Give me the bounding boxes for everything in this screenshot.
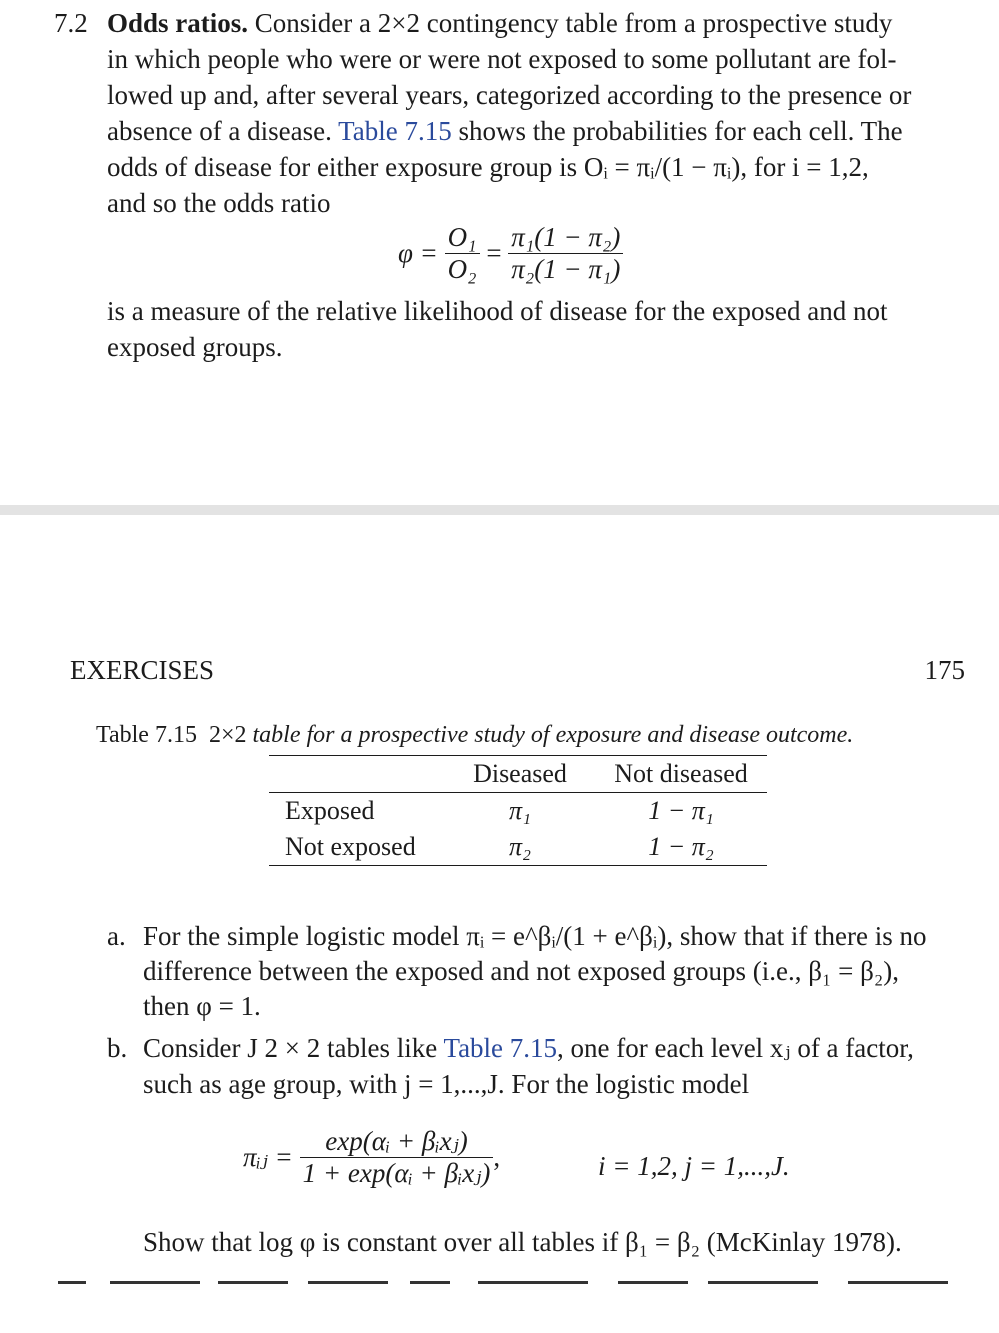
logistic-model-equation — [243, 1126, 500, 1189]
odds-fraction — [445, 222, 480, 285]
line-4-start: absence of a disease. — [107, 116, 332, 146]
row-label-not-exposed: Not exposed — [285, 832, 416, 861]
cell-not-exposed-diseased: π₂ — [508, 832, 532, 861]
row-label-exposed: Exposed — [285, 796, 375, 825]
odds-ratio-equation — [398, 222, 623, 285]
cell-exposed-not-diseased: 1 − π₁ — [648, 796, 714, 825]
exercise-text-line-4 — [107, 116, 903, 147]
page-separator — [0, 505, 999, 515]
logistic-index-range: i = 1,2, j = 1,...,J. — [598, 1151, 790, 1181]
item-b-line-1-end: , one for each level xⱼ of a factor, — [557, 1033, 914, 1063]
exercises-page — [0, 515, 999, 1333]
probability-fraction-numerator: π₁(1 − π₂) — [508, 222, 623, 254]
equation-equals: = — [486, 238, 502, 269]
exercise-text-line-7: is a measure of the relative likelihood of disease for the exposed and not — [107, 296, 888, 326]
item-b-line-1-start: Consider J 2 × 2 tables like — [143, 1033, 438, 1063]
item-a-label: a. — [107, 921, 126, 951]
table-caption-label: Table 7.15 — [96, 722, 197, 748]
table-header-row — [269, 756, 767, 793]
logistic-numerator: exp(αᵢ + βᵢxⱼ) — [300, 1126, 494, 1158]
running-head: EXERCISES — [70, 655, 215, 685]
table-row — [269, 829, 767, 866]
item-b-label: b. — [107, 1033, 128, 1063]
table-header-diseased: Diseased — [473, 759, 567, 788]
probability-fraction-denominator: π₂(1 − π₁) — [511, 254, 621, 285]
logistic-comma: , — [493, 1142, 501, 1173]
exercise-text-line-8: exposed groups. — [107, 332, 283, 362]
item-b-line-1 — [143, 1033, 914, 1064]
cell-exposed-diseased: π₁ — [508, 796, 532, 825]
exercise-number: 7.2 — [54, 8, 88, 38]
table-header-blank — [269, 756, 445, 793]
page-number: 175 — [924, 655, 965, 685]
exercise-text-line-5: odds of disease for either exposure group is Oᵢ = πᵢ/(1 − πᵢ), for i = 1,2, — [107, 152, 869, 182]
line-4-end: shows the probabilities for each cell. The — [458, 116, 903, 146]
table-caption-text: table for a prospective study of exposure and disease outcome. — [252, 722, 854, 748]
table-caption-dims: 2×2 — [208, 722, 247, 748]
table-row — [269, 793, 767, 830]
odds-fraction-denominator: O₂ — [447, 254, 477, 285]
table-caption — [96, 722, 853, 749]
table-7-15-link[interactable]: Table 7.15 — [338, 116, 452, 146]
cut-off-text-line — [58, 1278, 978, 1288]
item-a-line-2: difference between the exposed and not exposed groups (i.e., β₁ = β₂), — [143, 956, 900, 986]
equation-lhs: φ = — [398, 238, 438, 269]
exercise-text-line-1: Consider a 2×2 contingency table from a prospective study — [254, 8, 893, 38]
contingency-table — [269, 755, 767, 866]
odds-fraction-numerator: O₁ — [445, 222, 480, 254]
item-a-line-1: For the simple logistic model πᵢ = e^βᵢ/(1 + e^βᵢ), show that if there is no — [143, 921, 927, 951]
exercise-text-line-3: lowed up and, after several years, categorized according to the presence or — [107, 80, 912, 110]
item-b-line-2: such as age group, with j = 1,...,J. For the logistic model — [143, 1069, 750, 1099]
exercise-text-line-6: and so the odds ratio — [107, 188, 331, 218]
exercise-text-line-2: in which people who were or were not exposed to some pollutant are fol- — [107, 44, 897, 74]
exercise-heading: Odds ratios. — [107, 8, 249, 38]
exercise-7-2-section — [0, 0, 999, 505]
table-header-not-diseased: Not diseased — [614, 759, 748, 788]
logistic-lhs: πᵢⱼ = — [243, 1142, 293, 1173]
item-b-line-3: Show that log φ is constant over all tables if β₁ = β₂ (McKinlay 1978). — [143, 1227, 902, 1257]
cell-not-exposed-not-diseased: 1 − π₂ — [648, 832, 714, 861]
logistic-denominator: 1 + exp(αᵢ + βᵢxⱼ) — [302, 1158, 491, 1189]
exercise-line-1 — [107, 8, 892, 39]
logistic-fraction — [300, 1126, 494, 1189]
probability-fraction — [508, 222, 623, 285]
item-b-table-7-15-link[interactable]: Table 7.15 — [443, 1033, 558, 1063]
item-a-line-3: then φ = 1. — [143, 991, 261, 1021]
